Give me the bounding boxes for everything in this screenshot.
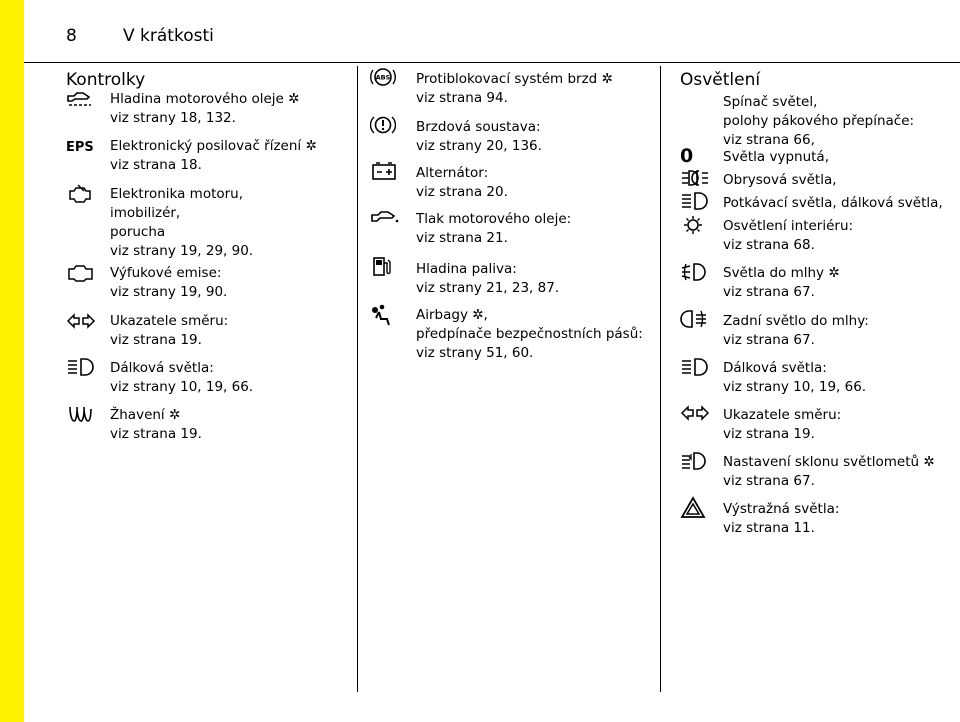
entry-title: Ukazatele směru: [723,407,842,423]
list-item [723,93,914,150]
list-item [110,312,228,350]
list-item [723,406,841,444]
entry-title: Nastavení sklonu světlometů ✲ [723,454,935,470]
list-item [723,312,869,350]
entry-title: Obrysová světla, [723,172,837,188]
list-item [110,359,253,397]
list-item [723,194,943,213]
headlight-range-icon [680,450,710,472]
switch-off-icon: 0 [680,145,694,167]
page-ref: viz strana 19. [723,426,815,442]
entry-line: Airbagy ✲, [416,307,488,323]
list-item [110,185,253,261]
entry-line: porucha [110,224,166,240]
list-item [110,137,317,175]
page-ref: viz strany 18, 132. [110,110,236,126]
entry-title: Hladina paliva: [416,261,517,277]
page-title: V krátkosti [123,26,214,46]
page-ref: viz strany 10, 19, 66. [723,379,867,395]
page-ref: viz strana 21. [416,230,508,246]
turn-signal-icon [680,404,710,426]
entry-title: Zadní světlo do mlhy: [723,313,869,329]
glow-plug-icon [66,404,96,426]
page-ref: viz strana 67. [723,332,815,348]
high-beam-icon [66,357,96,379]
entry-title: Světla do mlhy ✲ [723,265,840,281]
page-ref: viz strana 19. [110,332,202,348]
list-item [723,217,853,255]
engine-emission-icon [66,262,96,284]
column-divider-2 [660,66,661,692]
parking-light-icon [680,168,710,190]
page-ref: viz strana 68. [723,237,815,253]
engine-wrench-icon [66,183,96,205]
entry-title: Alternátor: [416,165,489,181]
page-ref: viz strany 20, 136. [416,138,542,154]
list-item [416,118,542,156]
page-ref: viz strany 21, 23, 87. [416,280,560,296]
airbag-icon [370,303,400,325]
entry-title: Brzdová soustava: [416,119,541,135]
entry-title: Dálková světla: [723,360,827,376]
list-item [110,90,299,128]
eps-text-icon: EPS [66,140,94,155]
entry-title: Výfukové emise: [110,265,222,281]
list-item [416,260,559,298]
page-ref: viz strana 94. [416,90,508,106]
entry-title: Elektronický posilovač řízení ✲ [110,138,317,154]
list-item [723,148,829,167]
list-item [723,264,840,302]
header-divider [24,62,960,63]
rear-fog-light-icon [680,308,710,330]
abs-icon [370,66,400,88]
entry-title: Osvětlení interiéru: [723,218,854,234]
oil-can-level-icon [66,88,96,110]
list-item [110,406,202,444]
section-heading-osvetleni: Osvětlení [680,70,761,90]
battery-icon [370,160,400,182]
list-item [110,264,227,302]
list-item [723,171,837,190]
brake-warning-icon [370,114,400,136]
list-item [416,210,571,248]
entry-title: Tlak motorového oleje: [416,211,572,227]
entry-line: polohy pákového přepínače: [723,113,915,129]
high-beam-icon [680,191,710,213]
entry-title: Světla vypnutá, [723,149,829,165]
entry-line: předpínače bezpečnostních pásů: [416,326,643,342]
page-ref: viz strana 67. [723,284,815,300]
entry-line: imobilizér, [110,205,181,221]
page-ref: viz strany 19, 29, 90. [110,243,254,259]
entry-line: Elektronika motoru, [110,186,244,202]
hazard-warning-icon [680,496,710,518]
entry-title: Dálková světla: [110,360,214,376]
svg-text:ABS: ABS [375,73,391,82]
entry-title: Potkávací světla, dálková světla, [723,195,943,211]
oil-pressure-icon [370,206,400,228]
fuel-pump-icon [370,255,400,277]
page-number: 8 [66,26,77,46]
page-ref: viz strany 10, 19, 66. [110,379,254,395]
page-ref: viz strany 51, 60. [416,345,534,361]
list-item [416,164,508,202]
interior-light-icon [680,214,710,236]
page-ref: viz strana 18. [110,157,202,173]
entry-line: Spínač světel, [723,94,818,110]
section-heading-kontrolky: Kontrolky [66,70,146,90]
page-ref: viz strana 19. [110,426,202,442]
list-item [416,70,613,108]
high-beam-icon [680,357,710,379]
entry-title: Ukazatele směru: [110,313,229,329]
page-ref: viz strana 66, [723,132,815,148]
list-item [723,453,935,491]
list-item [723,500,839,538]
page-ref: viz strany 19, 90. [110,284,228,300]
list-item [416,306,643,363]
entry-title: Protiblokovací systém brzd ✲ [416,71,613,87]
page-ref: viz strana 67. [723,473,815,489]
entry-title: Výstražná světla: [723,501,840,517]
list-item [723,359,866,397]
page-ref: viz strana 11. [723,520,815,536]
yellow-edge-stripe [0,0,24,722]
front-fog-light-icon [680,261,710,283]
entry-title: Žhavení ✲ [110,407,181,423]
page-ref: viz strana 20. [416,184,508,200]
turn-signal-icon [66,312,96,334]
column-divider-1 [357,66,358,692]
entry-title: Hladina motorového oleje ✲ [110,91,300,107]
